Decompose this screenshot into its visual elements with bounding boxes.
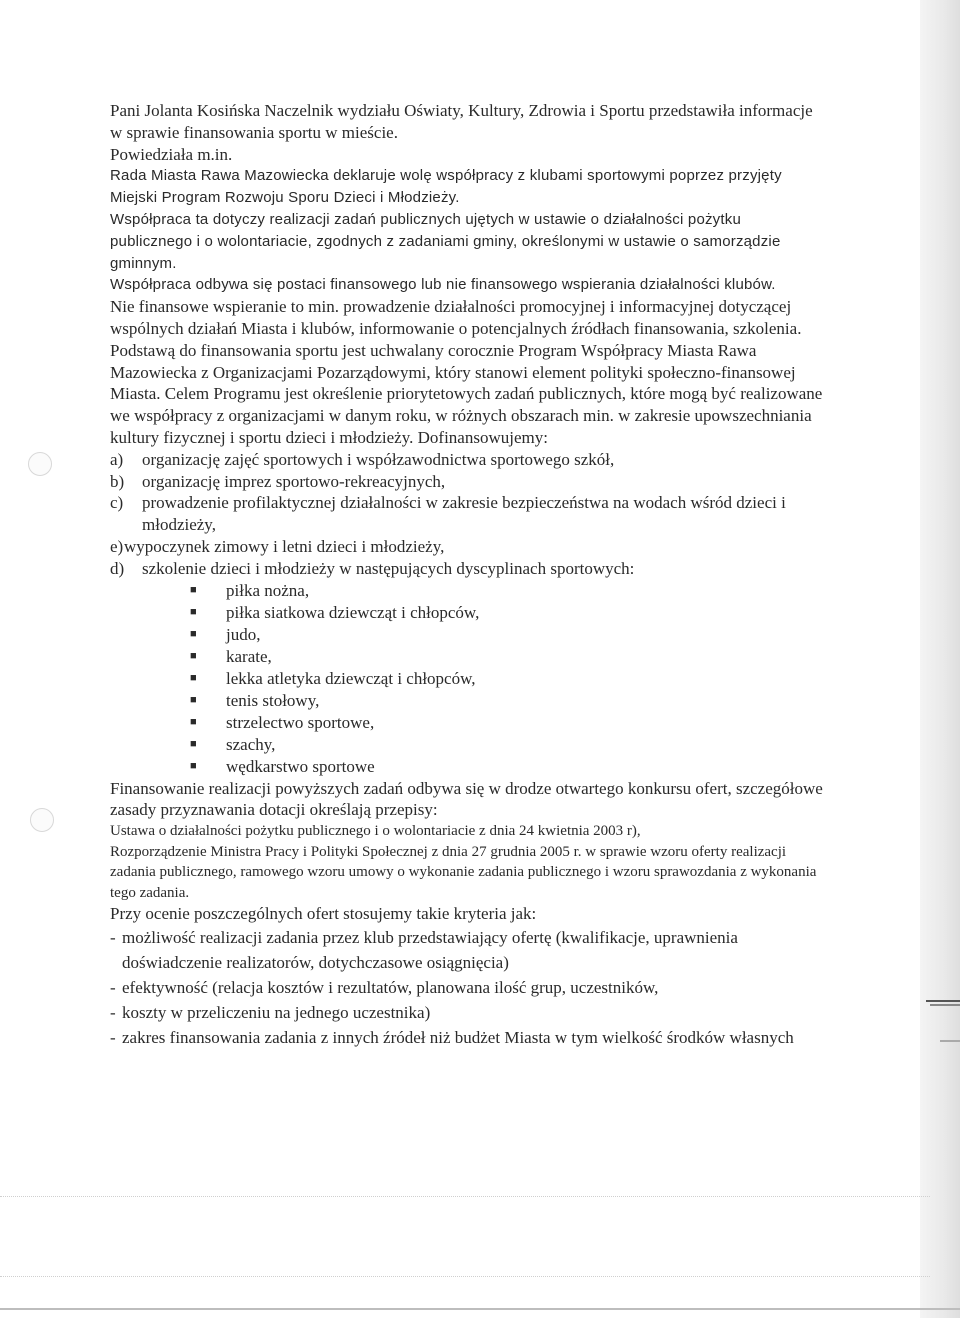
funded-item [110, 471, 825, 493]
wspolpraca-paragraph: Współpraca ta dotyczy realizacji zadań publicznych ujętych w ustawie o działalności pożytku publicznego i o wolontariacie, zgodnych z zadaniami gminy, określonymi w ustawie o samorządzie gminnym. [110, 210, 781, 272]
criteria-item [110, 925, 825, 975]
discipline-item [190, 690, 825, 712]
discipline-item [190, 602, 825, 624]
discipline-item [190, 734, 825, 756]
scan-edge-mark [940, 1040, 960, 1042]
bullet-icon: ■ [190, 693, 197, 706]
disciplines-list [190, 580, 825, 778]
discipline-text: tenis stołowy, [226, 690, 320, 710]
list-item-text: organizację imprez sportowo-rekreacyjnych, [142, 471, 446, 491]
list-marker: d) [110, 558, 125, 578]
dash-icon: - [110, 977, 116, 997]
bullet-icon: ■ [190, 583, 197, 596]
document-body [110, 100, 825, 1050]
basis-paragraph: Podstawą do finansowania sportu jest uchwalany corocznie Program Współpracy Miasta Rawa Mazowiecka z Organizacjami Pozarządowymi, który stanowi element polityki społeczno-finansowej Miasta. Celem Programu jest określenie priorytetowych zadań publicznych, które mogą być realizowane we współpracy z organizacjami w danym roku, w różnych obszarach min. w zakresie upowszechniania kultury fizycznej i sportu dzieci i młodzieży. Dofinansowujemy: [110, 340, 823, 447]
list-marker: e) [110, 536, 124, 556]
bullet-icon: ■ [190, 671, 197, 684]
bullet-icon: ■ [190, 759, 197, 772]
discipline-item [190, 580, 825, 602]
list-item-text: organizację zajęć sportowych i współzawodnictwa sportowego szkół, [142, 449, 615, 469]
funded-item [110, 558, 825, 580]
discipline-text: piłka siatkowa dziewcząt i chłopców, [226, 602, 480, 622]
scan-edge-mark [926, 1000, 960, 1002]
discipline-text: karate, [226, 646, 272, 666]
dash-icon: - [110, 1002, 116, 1022]
discipline-text: strzelectwo sportowe, [226, 712, 375, 732]
list-item-text: wypoczynek zimowy i letni dzieci i młodzieży, [124, 536, 445, 556]
bullet-icon: ■ [190, 715, 197, 728]
intro-said: Powiedziała m.in. [110, 144, 233, 164]
punch-hole [30, 808, 54, 832]
regulation-reference: Rozporządzenie Ministra Pracy i Polityki Społecznej z dnia 27 grudnia 2005 r. w sprawie wzoru oferty realizacji zadania publicznego, ramowego wzoru umowy o wykonanie zadania publicznego i wzoru sprawozdania z wykonania tego zadania. [110, 843, 817, 901]
criteria-text: koszty w przeliczeniu na jednego uczestnika) [122, 1002, 431, 1022]
criteria-list [110, 925, 825, 1050]
discipline-item [190, 646, 825, 668]
discipline-item [190, 668, 825, 690]
discipline-text: wędkarstwo sportowe [226, 756, 375, 776]
scan-edge-mark [930, 1004, 960, 1006]
funded-item [110, 492, 825, 536]
discipline-text: szachy, [226, 734, 276, 754]
punch-hole [28, 452, 52, 476]
scan-noise-line [0, 1276, 930, 1277]
discipline-text: judo, [226, 624, 261, 644]
list-item-text: prowadzenie profilaktycznej działalności w zakresie bezpieczeństwa na wodach wśród dzieci i młodzieży, [142, 493, 786, 535]
bullet-icon: ■ [190, 627, 197, 640]
criteria-item [110, 1025, 825, 1050]
list-item-text: szkolenie dzieci i młodzieży w następujących dyscyplinach sportowych: [142, 558, 635, 578]
funded-item [110, 536, 825, 558]
discipline-item [190, 624, 825, 646]
scan-noise-line [0, 1196, 930, 1197]
wspolpraca-forms-paragraph: Współpraca odbywa się postaci finansowego lub nie finansowego wspierania działalności klubów. [110, 276, 776, 294]
criteria-text: efektywność (relacja kosztów i rezultatów, planowana ilość grup, uczestników, [122, 977, 659, 997]
criteria-item [110, 1000, 825, 1025]
list-marker: a) [110, 449, 124, 469]
scan-bottom-line [0, 1308, 960, 1310]
rada-paragraph: Rada Miasta Rawa Mazowiecka deklaruje wolę współpracy z klubami sportowymi poprzez przyjęty Miejski Program Rozwoju Sporu Dzieci i Młodzieży. [110, 167, 782, 207]
list-marker: b) [110, 471, 125, 491]
discipline-item [190, 712, 825, 734]
criteria-text: możliwość realizacji zadania przez klub przedstawiający ofertę (kwalifikacje, uprawnienia doświadczenie realizatorów, dotychczasowe osiągnięcia) [122, 927, 738, 972]
discipline-item [190, 756, 825, 778]
funded-activities-list [110, 449, 825, 580]
funded-item [110, 449, 825, 471]
financing-paragraph: Finansowanie realizacji powyższych zadań odbywa się w drodze otwartego konkursu ofert, szczegółowe zasady przyznawania dotacji określają przepisy: [110, 778, 823, 820]
criteria-text: zakres finansowania zadania z innych źródeł niż budżet Miasta w tym wielkość środków własnych [122, 1027, 794, 1047]
bullet-icon: ■ [190, 605, 197, 618]
criteria-intro: Przy ocenie poszczególnych ofert stosujemy takie kryteria jak: [110, 904, 537, 924]
discipline-text: lekka atletyka dziewcząt i chłopców, [226, 668, 476, 688]
intro-paragraph: Pani Jolanta Kosińska Naczelnik wydziału Oświaty, Kultury, Zdrowia i Sportu przedstawiła informacje w sprawie finansowania sportu w mieście. [110, 101, 813, 142]
non-financial-paragraph: Nie finansowe wspieranie to min. prowadzenie działalności promocyjnej i informacyjnej dotyczącej wspólnych działań Miasta i klubów, informowanie o potencjalnych źródłach finansowania, szkolenia. [110, 297, 802, 338]
bullet-icon: ■ [190, 649, 197, 662]
dash-icon: - [110, 927, 116, 947]
bullet-icon: ■ [190, 737, 197, 750]
dash-icon: - [110, 1027, 116, 1047]
list-marker: c) [110, 493, 124, 513]
discipline-text: piłka nożna, [226, 580, 310, 600]
criteria-item [110, 975, 825, 1000]
act-reference: Ustawa o działalności pożytku publicznego i o wolontariacie z dnia 24 kwietnia 2003 r), [110, 823, 641, 840]
scan-edge-shadow [920, 0, 960, 1318]
